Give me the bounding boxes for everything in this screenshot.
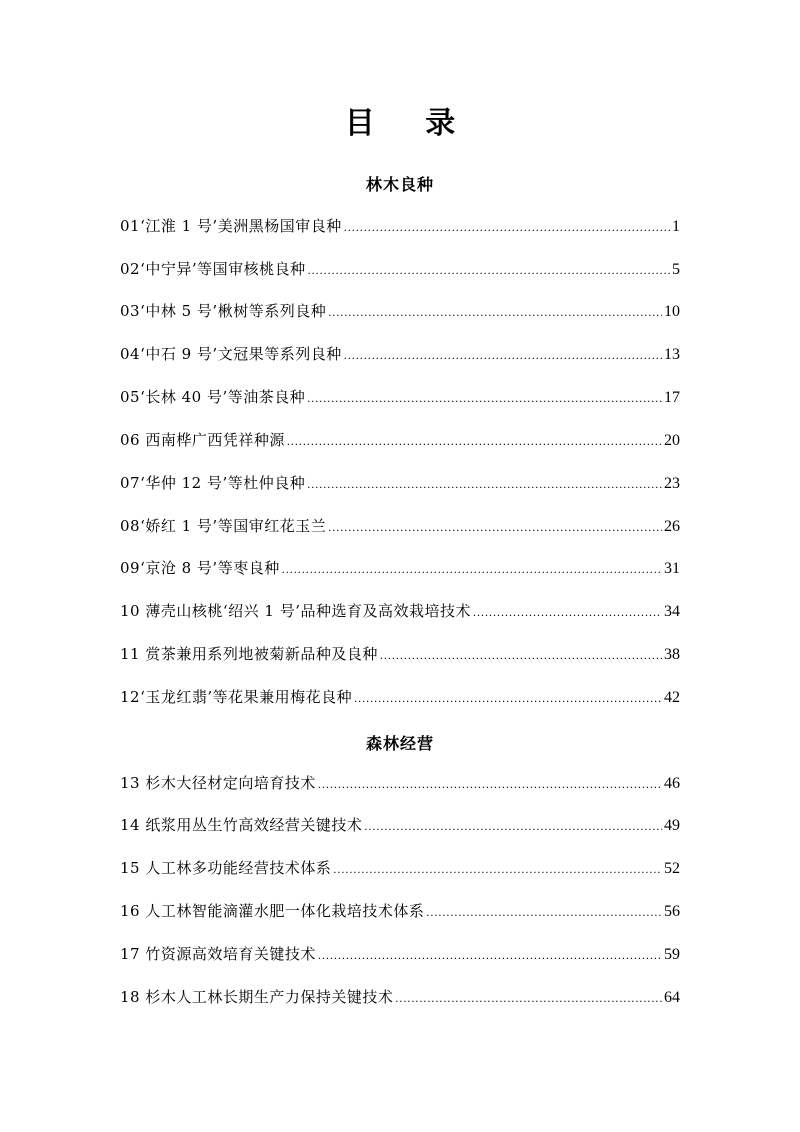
toc-entry[interactable]: [120, 385, 680, 409]
toc-page-number: 49: [664, 817, 680, 834]
toc-page-number: 13: [664, 346, 680, 363]
dot-leader: [328, 515, 662, 539]
toc-entry-title: 09‘京沧 8 号’等枣良种: [120, 559, 280, 577]
toc-entry-title: 12‘玉龙红翡’等花果兼用梅花良种: [120, 688, 353, 706]
toc-entry-title: 01‘江淮 1 号’美洲黑杨国审良种: [120, 217, 342, 235]
dot-leader: [333, 857, 662, 881]
dot-leader: [473, 600, 662, 624]
toc-entry-title: 17 竹资源高效培育关键技术: [120, 945, 316, 963]
dot-leader: [318, 772, 662, 796]
toc-entry[interactable]: [120, 257, 680, 281]
toc-entry[interactable]: [120, 428, 680, 452]
dot-leader: [344, 215, 670, 239]
dot-leader: [308, 258, 670, 282]
dot-leader: [364, 814, 662, 838]
toc-page-number: 20: [664, 432, 680, 449]
toc-entry[interactable]: [120, 342, 680, 366]
toc-entry[interactable]: [120, 556, 680, 580]
dot-leader: [395, 986, 662, 1010]
dot-leader: [287, 429, 662, 453]
dot-leader: [307, 472, 662, 496]
toc-entry-title: 11 赏茶兼用系列地被菊新品种及良种: [120, 645, 378, 663]
toc-entry-title: 10 薄壳山核桃‘绍兴 1 号’品种选育及高效栽培技术: [120, 602, 471, 620]
toc-page-number: 52: [664, 860, 680, 877]
toc-page-number: 31: [664, 560, 680, 577]
toc-entry[interactable]: [120, 813, 680, 837]
section-heading: 林木良种: [365, 175, 434, 194]
toc-page-number: 1: [672, 218, 680, 235]
toc-entry[interactable]: [120, 471, 680, 495]
toc-entry-title: 02‘中宁异’等国审核桃良种: [120, 260, 306, 278]
dot-leader: [318, 943, 662, 967]
toc-page-number: 64: [664, 989, 680, 1006]
toc-entry-title: 08‘娇红 1 号’等国审红花玉兰: [120, 517, 327, 535]
toc-entry[interactable]: [120, 214, 680, 238]
dot-leader: [328, 300, 662, 324]
toc-entry[interactable]: [120, 514, 680, 538]
section-heading: 森林经营: [365, 734, 434, 753]
dot-leader: [344, 343, 662, 367]
toc-page-number: 26: [664, 518, 680, 535]
toc-entry-title: 07‘华仲 12 号’等杜仲良种: [120, 474, 306, 492]
toc-entry-title: 15 人工林多功能经营技术体系: [120, 859, 332, 877]
dot-leader: [380, 643, 662, 667]
toc-entry[interactable]: [120, 899, 680, 923]
toc-entry[interactable]: [120, 599, 680, 623]
dot-leader: [354, 686, 662, 710]
toc-page-number: 59: [664, 946, 680, 963]
toc-entry[interactable]: [120, 685, 680, 709]
toc-entry-title: 18 杉木人工林长期生产力保持关键技术: [120, 988, 394, 1006]
toc-entry[interactable]: [120, 642, 680, 666]
toc-entry[interactable]: [120, 942, 680, 966]
toc-entry[interactable]: [120, 856, 680, 880]
toc-entry-title: 03‘中林 5 号’楸树等系列良种: [120, 302, 327, 320]
toc-entry[interactable]: [120, 299, 680, 323]
toc-page-number: 42: [664, 689, 680, 706]
toc-entry-title: 14 纸浆用丛生竹高效经营关键技术: [120, 816, 363, 834]
toc-page-number: 10: [664, 303, 680, 320]
toc-page-number: 56: [664, 903, 680, 920]
dot-leader: [282, 557, 662, 581]
dot-leader: [307, 386, 662, 410]
dot-leader: [426, 900, 662, 924]
toc-page-number: 17: [664, 389, 680, 406]
toc-entry-title: 16 人工林智能滴灌水肥一体化栽培技术体系: [120, 902, 425, 920]
toc-page-number: 23: [664, 475, 680, 492]
toc-page-number: 46: [664, 775, 680, 792]
toc-entry[interactable]: [120, 985, 680, 1009]
toc-entry-title: 06 西南桦广西凭祥种源: [120, 431, 285, 449]
toc-page-number: 38: [664, 646, 680, 663]
toc-page-number: 5: [672, 261, 680, 278]
page-title: 目 录: [344, 106, 476, 141]
toc-entry-title: 05‘长林 40 号’等油茶良种: [120, 388, 306, 406]
toc-entry-title: 13 杉木大径材定向培育技术: [120, 774, 316, 792]
toc-page-number: 34: [664, 603, 680, 620]
toc-entry[interactable]: [120, 771, 680, 795]
toc-entry-title: 04‘中石 9 号’文冠果等系列良种: [120, 345, 342, 363]
